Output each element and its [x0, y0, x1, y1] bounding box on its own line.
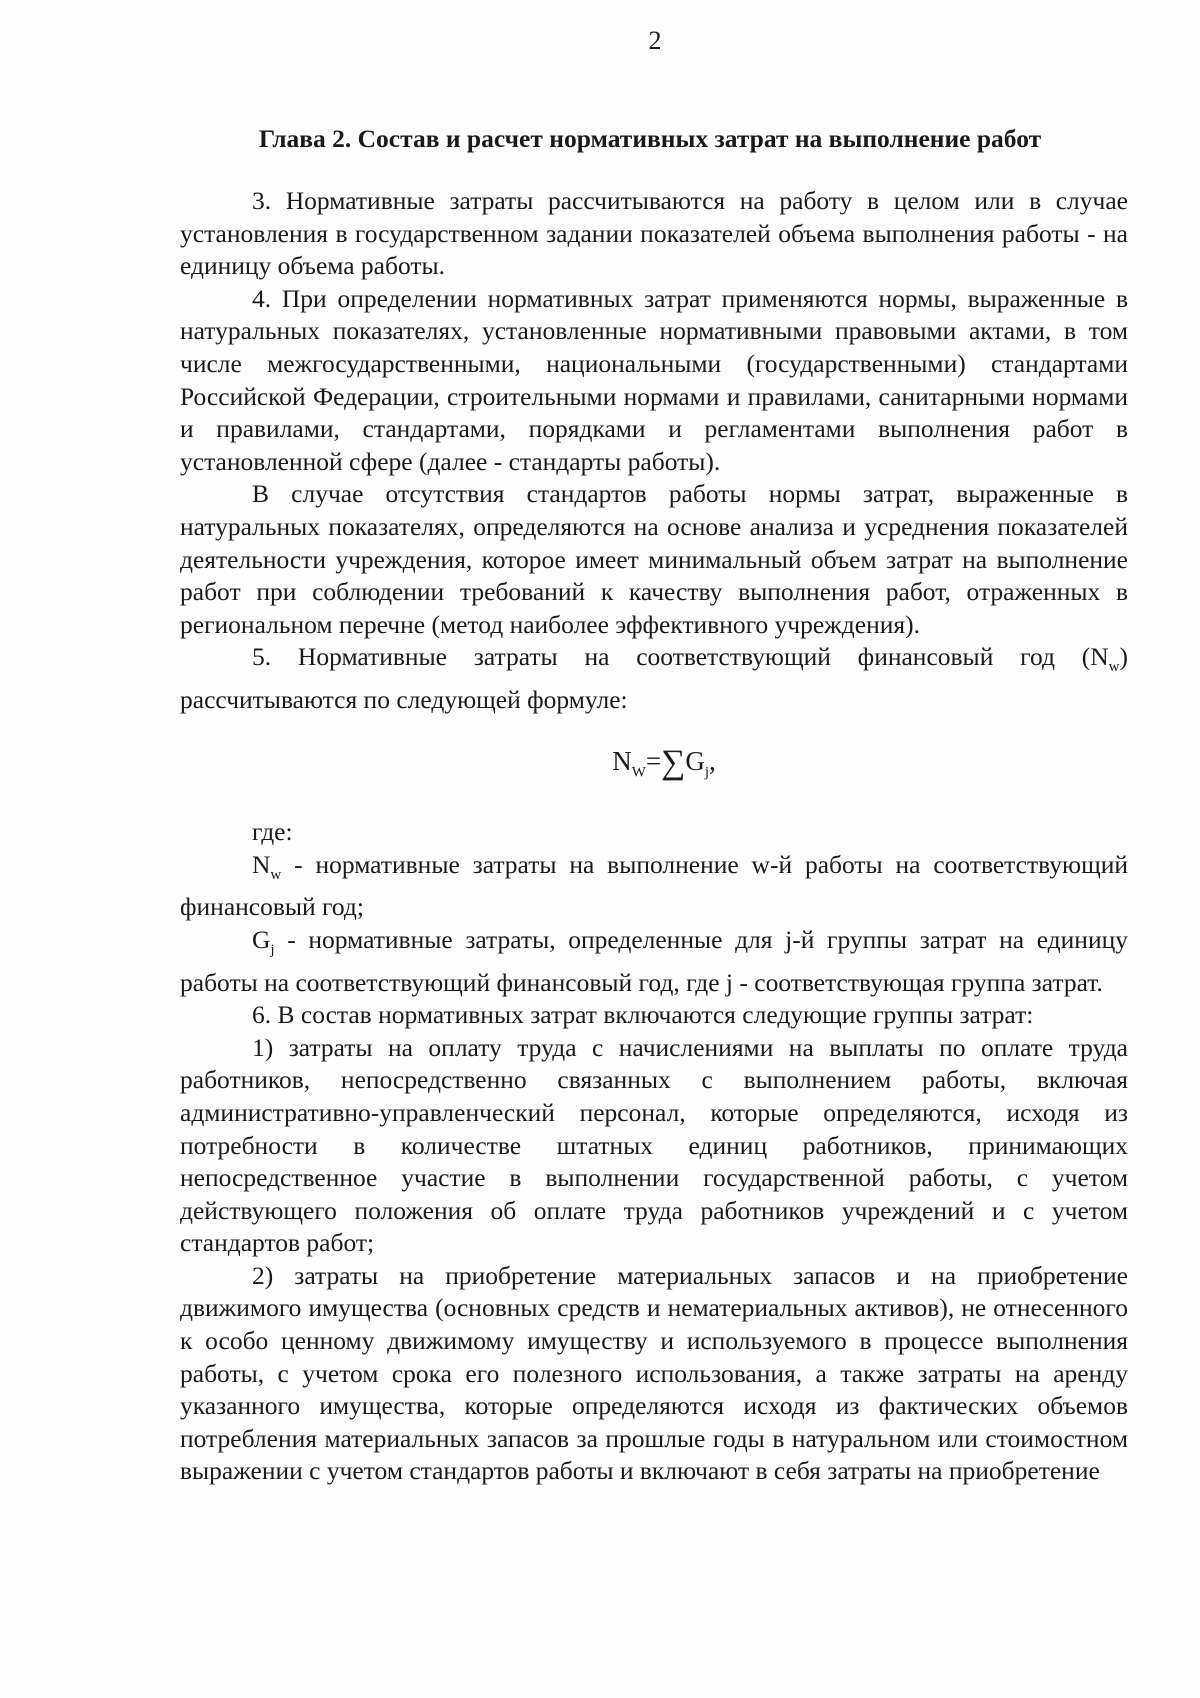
paragraph-6-item-2: 2) затраты на приобретение материальных запасов и на приобретение движимого имущества (основных средств и нематериальных активов), не отнесенного к особо ценному движимому имуществу и используемого в процессе выполнения работы, с учетом срока его полезного использования, а также затраты на аренду указанного имущества, которые определяются исходя из фактических объемов потребления материальных запасов за прошлые годы в натуральном или стоимостном выражении с учетом стандартов работы и включают в себя затраты на приобретение	[180, 1260, 1128, 1486]
chapter-title: Глава 2. Состав и расчет нормативных затрат на выполнение работ	[258, 124, 1042, 153]
definition-g-symbol: G	[252, 924, 271, 954]
definition-g-text: - нормативные затраты, определенные для j-й группы затрат на единицу работы на соответствующий финансовый год, где j - соответствующая группа затрат.	[180, 924, 1128, 997]
formula-rhs: G	[685, 745, 705, 776]
paragraph-3: 3. Нормативные затраты рассчитываются на работу в целом или в случае установления в государственном задании показателей объема выполнения работы - на единицу объема работы.	[180, 186, 1128, 281]
paragraph-4: 4. При определении нормативных затрат применяются нормы, выраженные в натуральных показателях, установленные нормативными правовыми актами, в том числе межгосударственными, национальными (государственными) стандартами Российской Федерации, строительными нормами и правилами, санитарными нормами и правилами, стандартами, порядками и регламентами выполнения работ в установленной сфере (далее - стандарты работы).	[180, 283, 1128, 476]
paragraph-5	[180, 641, 1128, 716]
formula-lhs: N	[612, 745, 632, 776]
paragraph-5-subscript: w	[1108, 659, 1120, 676]
page-number: 2	[648, 26, 662, 55]
definition-g-subscript: j	[270, 941, 275, 958]
formula-equals: =	[645, 745, 662, 776]
paragraph-5-start: 5. Нормативные затраты на соответствующий финансовый год (N	[252, 642, 1109, 672]
paragraph-6: 6. В состав нормативных затрат включаются следующие группы затрат:	[252, 1000, 1034, 1030]
paragraph-6-item-1: 1) затраты на оплату труда с начислениями на выплаты по оплате труда работников, непосредственно связанных с выполнением работы, включая административно-управленческий персонал, которые определяются, исходя из потребности в количестве штатных единиц работников, принимающих непосредственное участие в выполнении государственной работы, с учетом действующего положения об оплате труда работников учреждений и с учетом стандартов работ;	[180, 1032, 1128, 1258]
formula-tail: ,	[709, 745, 716, 776]
definition-n-text: - нормативные затраты на выполнение w-й работы на соответствующий финансовый год;	[180, 849, 1128, 922]
definition-n	[180, 849, 1128, 924]
definition-g	[180, 924, 1128, 999]
sum-symbol: ∑	[661, 743, 686, 781]
paragraph-5-end: ) рассчитываются по следующей формуле:	[180, 642, 1128, 714]
where-label: где:	[252, 816, 293, 846]
paragraph-4-continued: В случае отсутствия стандартов работы нормы затрат, выраженные в натуральных показателях, определяются на основе анализа и усреднения показателей деятельности учреждения, которое имеет минимальный объем затрат на выполнение работ при соблюдении требований к качеству выполнения работ, отраженных в региональном перечне (метод наиболее эффективного учреждения).	[180, 479, 1128, 639]
definition-n-subscript: w	[270, 866, 282, 883]
formula-rhs-subscript: j	[704, 763, 710, 780]
definition-n-symbol: N	[252, 849, 271, 879]
formula	[180, 741, 1128, 792]
formula-lhs-subscript: W	[631, 763, 646, 780]
document-body	[180, 185, 1128, 1488]
